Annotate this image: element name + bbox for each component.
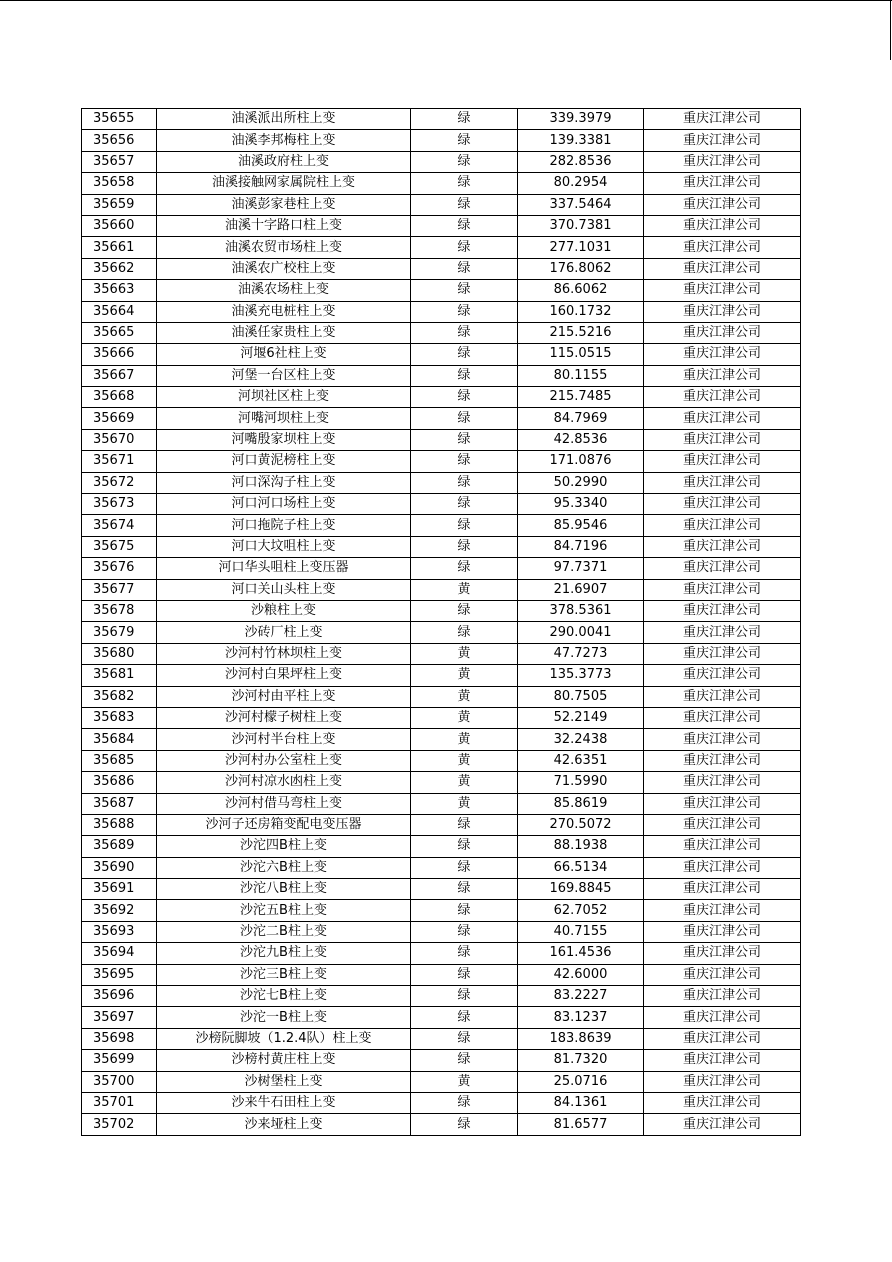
table-row [82, 515, 801, 536]
status-color-cell: 绿 [411, 857, 518, 878]
row-id-cell: 35691 [82, 879, 157, 900]
value-cell: 42.8536 [518, 429, 644, 450]
value-cell: 81.7320 [518, 1050, 644, 1071]
company-cell: 重庆江津公司 [644, 536, 801, 557]
company-cell: 重庆江津公司 [644, 494, 801, 515]
company-cell: 重庆江津公司 [644, 943, 801, 964]
transformer-name-cell: 沙榜村黄庄柱上变 [157, 1050, 411, 1071]
row-id-cell: 35660 [82, 215, 157, 236]
transformer-name-cell: 沙河子还房箱变配电变压器 [157, 814, 411, 835]
company-cell: 重庆江津公司 [644, 986, 801, 1007]
table-row [82, 622, 801, 643]
status-color-cell: 绿 [411, 280, 518, 301]
status-color-cell: 黄 [411, 707, 518, 728]
status-color-cell: 绿 [411, 322, 518, 343]
transformer-name-cell: 沙砖厂柱上变 [157, 622, 411, 643]
row-id-cell: 35686 [82, 772, 157, 793]
table-row [82, 665, 801, 686]
value-cell: 270.5072 [518, 814, 644, 835]
row-id-cell: 35679 [82, 622, 157, 643]
table-row [82, 1050, 801, 1071]
row-id-cell: 35684 [82, 729, 157, 750]
transformer-table [81, 108, 801, 1136]
transformer-name-cell: 油溪派出所柱上变 [157, 109, 411, 130]
value-cell: 88.1938 [518, 836, 644, 857]
table-row [82, 579, 801, 600]
company-cell: 重庆江津公司 [644, 600, 801, 621]
transformer-name-cell: 沙河村借马弯柱上变 [157, 793, 411, 814]
company-cell: 重庆江津公司 [644, 151, 801, 172]
company-cell: 重庆江津公司 [644, 836, 801, 857]
value-cell: 66.5134 [518, 857, 644, 878]
value-cell: 40.7155 [518, 921, 644, 942]
company-cell: 重庆江津公司 [644, 879, 801, 900]
status-color-cell: 绿 [411, 109, 518, 130]
row-id-cell: 35697 [82, 1007, 157, 1028]
company-cell: 重庆江津公司 [644, 237, 801, 258]
value-cell: 81.6577 [518, 1114, 644, 1135]
row-id-cell: 35662 [82, 258, 157, 279]
status-color-cell: 绿 [411, 558, 518, 579]
transformer-name-cell: 河嘴殷家坝柱上变 [157, 429, 411, 450]
status-color-cell: 绿 [411, 600, 518, 621]
table-row [82, 686, 801, 707]
status-color-cell: 黄 [411, 750, 518, 771]
value-cell: 290.0041 [518, 622, 644, 643]
status-color-cell: 绿 [411, 1050, 518, 1071]
table-row [82, 451, 801, 472]
table-row [82, 729, 801, 750]
status-color-cell: 绿 [411, 814, 518, 835]
status-color-cell: 黄 [411, 665, 518, 686]
value-cell: 378.5361 [518, 600, 644, 621]
row-id-cell: 35690 [82, 857, 157, 878]
value-cell: 370.7381 [518, 215, 644, 236]
company-cell: 重庆江津公司 [644, 814, 801, 835]
table-row [82, 986, 801, 1007]
value-cell: 84.7196 [518, 536, 644, 557]
table-row [82, 643, 801, 664]
row-id-cell: 35665 [82, 322, 157, 343]
status-color-cell: 绿 [411, 900, 518, 921]
transformer-name-cell: 河口拖院子柱上变 [157, 515, 411, 536]
transformer-name-cell: 沙河村檬子树柱上变 [157, 707, 411, 728]
value-cell: 25.0716 [518, 1071, 644, 1092]
transformer-name-cell: 河堰6社柱上变 [157, 344, 411, 365]
status-color-cell: 绿 [411, 986, 518, 1007]
table-row [82, 750, 801, 771]
row-id-cell: 35661 [82, 237, 157, 258]
row-id-cell: 35658 [82, 173, 157, 194]
company-cell: 重庆江津公司 [644, 130, 801, 151]
value-cell: 83.1237 [518, 1007, 644, 1028]
value-cell: 62.7052 [518, 900, 644, 921]
value-cell: 277.1031 [518, 237, 644, 258]
company-cell: 重庆江津公司 [644, 750, 801, 771]
table-row [82, 900, 801, 921]
table-row [82, 387, 801, 408]
status-color-cell: 黄 [411, 793, 518, 814]
table-row [82, 429, 801, 450]
company-cell: 重庆江津公司 [644, 451, 801, 472]
value-cell: 337.5464 [518, 194, 644, 215]
row-id-cell: 35671 [82, 451, 157, 472]
transformer-name-cell: 沙沱一B柱上变 [157, 1007, 411, 1028]
company-cell: 重庆江津公司 [644, 1007, 801, 1028]
company-cell: 重庆江津公司 [644, 558, 801, 579]
status-color-cell: 绿 [411, 1092, 518, 1113]
row-id-cell: 35683 [82, 707, 157, 728]
company-cell: 重庆江津公司 [644, 686, 801, 707]
value-cell: 161.4536 [518, 943, 644, 964]
table-row [82, 130, 801, 151]
status-color-cell: 绿 [411, 964, 518, 985]
table-row [82, 258, 801, 279]
status-color-cell: 绿 [411, 1114, 518, 1135]
company-cell: 重庆江津公司 [644, 515, 801, 536]
table-row [82, 215, 801, 236]
company-cell: 重庆江津公司 [644, 921, 801, 942]
transformer-name-cell: 沙河村办公室柱上变 [157, 750, 411, 771]
value-cell: 215.7485 [518, 387, 644, 408]
status-color-cell: 绿 [411, 237, 518, 258]
row-id-cell: 35669 [82, 408, 157, 429]
row-id-cell: 35675 [82, 536, 157, 557]
row-id-cell: 35701 [82, 1092, 157, 1113]
transformer-table-body [82, 109, 801, 1136]
value-cell: 47.7273 [518, 643, 644, 664]
value-cell: 183.8639 [518, 1028, 644, 1049]
row-id-cell: 35687 [82, 793, 157, 814]
status-color-cell: 绿 [411, 130, 518, 151]
transformer-name-cell: 沙沱九B柱上变 [157, 943, 411, 964]
company-cell: 重庆江津公司 [644, 173, 801, 194]
value-cell: 339.3979 [518, 109, 644, 130]
value-cell: 171.0876 [518, 451, 644, 472]
table-row [82, 921, 801, 942]
status-color-cell: 黄 [411, 686, 518, 707]
status-color-cell: 黄 [411, 643, 518, 664]
table-row [82, 857, 801, 878]
company-cell: 重庆江津公司 [644, 1050, 801, 1071]
status-color-cell: 绿 [411, 429, 518, 450]
company-cell: 重庆江津公司 [644, 322, 801, 343]
row-id-cell: 35674 [82, 515, 157, 536]
row-id-cell: 35693 [82, 921, 157, 942]
value-cell: 97.7371 [518, 558, 644, 579]
row-id-cell: 35676 [82, 558, 157, 579]
company-cell: 重庆江津公司 [644, 301, 801, 322]
table-row [82, 558, 801, 579]
company-cell: 重庆江津公司 [644, 109, 801, 130]
table-row [82, 879, 801, 900]
company-cell: 重庆江津公司 [644, 365, 801, 386]
table-row [82, 943, 801, 964]
company-cell: 重庆江津公司 [644, 579, 801, 600]
company-cell: 重庆江津公司 [644, 707, 801, 728]
transformer-name-cell: 油溪任家贵柱上变 [157, 322, 411, 343]
company-cell: 重庆江津公司 [644, 387, 801, 408]
company-cell: 重庆江津公司 [644, 729, 801, 750]
table-row [82, 814, 801, 835]
transformer-name-cell: 河堡一台区柱上变 [157, 365, 411, 386]
transformer-name-cell: 沙粮柱上变 [157, 600, 411, 621]
transformer-name-cell: 沙来垭柱上变 [157, 1114, 411, 1135]
status-color-cell: 绿 [411, 494, 518, 515]
table-row [82, 322, 801, 343]
company-cell: 重庆江津公司 [644, 258, 801, 279]
row-id-cell: 35698 [82, 1028, 157, 1049]
row-id-cell: 35702 [82, 1114, 157, 1135]
value-cell: 50.2990 [518, 472, 644, 493]
status-color-cell: 绿 [411, 622, 518, 643]
transformer-name-cell: 油溪政府柱上变 [157, 151, 411, 172]
status-color-cell: 绿 [411, 515, 518, 536]
transformer-name-cell: 沙河村半台柱上变 [157, 729, 411, 750]
company-cell: 重庆江津公司 [644, 1114, 801, 1135]
transformer-name-cell: 河口深沟子柱上变 [157, 472, 411, 493]
status-color-cell: 绿 [411, 536, 518, 557]
table-row [82, 707, 801, 728]
transformer-name-cell: 油溪充电桩柱上变 [157, 301, 411, 322]
transformer-name-cell: 油溪农场柱上变 [157, 280, 411, 301]
status-color-cell: 绿 [411, 387, 518, 408]
company-cell: 重庆江津公司 [644, 964, 801, 985]
transformer-name-cell: 油溪李邦梅柱上变 [157, 130, 411, 151]
status-color-cell: 绿 [411, 194, 518, 215]
transformer-name-cell: 油溪农广校柱上变 [157, 258, 411, 279]
value-cell: 282.8536 [518, 151, 644, 172]
value-cell: 95.3340 [518, 494, 644, 515]
transformer-name-cell: 沙沱八B柱上变 [157, 879, 411, 900]
transformer-name-cell: 沙沱七B柱上变 [157, 986, 411, 1007]
value-cell: 52.2149 [518, 707, 644, 728]
status-color-cell: 绿 [411, 943, 518, 964]
table-row [82, 109, 801, 130]
value-cell: 176.8062 [518, 258, 644, 279]
status-color-cell: 绿 [411, 365, 518, 386]
company-cell: 重庆江津公司 [644, 429, 801, 450]
value-cell: 80.7505 [518, 686, 644, 707]
company-cell: 重庆江津公司 [644, 344, 801, 365]
value-cell: 135.3773 [518, 665, 644, 686]
row-id-cell: 35668 [82, 387, 157, 408]
row-id-cell: 35695 [82, 964, 157, 985]
transformer-name-cell: 河口华头咀柱上变压器 [157, 558, 411, 579]
table-row [82, 964, 801, 985]
status-color-cell: 绿 [411, 173, 518, 194]
value-cell: 21.6907 [518, 579, 644, 600]
transformer-name-cell: 沙沱三B柱上变 [157, 964, 411, 985]
row-id-cell: 35667 [82, 365, 157, 386]
table-row [82, 536, 801, 557]
table-row [82, 408, 801, 429]
value-cell: 80.2954 [518, 173, 644, 194]
value-cell: 83.2227 [518, 986, 644, 1007]
value-cell: 115.0515 [518, 344, 644, 365]
row-id-cell: 35699 [82, 1050, 157, 1071]
company-cell: 重庆江津公司 [644, 1028, 801, 1049]
row-id-cell: 35672 [82, 472, 157, 493]
status-color-cell: 绿 [411, 258, 518, 279]
table-row [82, 280, 801, 301]
transformer-name-cell: 沙沱二B柱上变 [157, 921, 411, 942]
company-cell: 重庆江津公司 [644, 280, 801, 301]
transformer-name-cell: 油溪十字路口柱上变 [157, 215, 411, 236]
value-cell: 160.1732 [518, 301, 644, 322]
transformer-name-cell: 沙河村白果坪柱上变 [157, 665, 411, 686]
status-color-cell: 绿 [411, 472, 518, 493]
transformer-name-cell: 沙沱四B柱上变 [157, 836, 411, 857]
status-color-cell: 黄 [411, 729, 518, 750]
company-cell: 重庆江津公司 [644, 1071, 801, 1092]
row-id-cell: 35689 [82, 836, 157, 857]
row-id-cell: 35657 [82, 151, 157, 172]
status-color-cell: 绿 [411, 301, 518, 322]
row-id-cell: 35696 [82, 986, 157, 1007]
transformer-name-cell: 沙榜阮脚坡（1.2.4队）柱上变 [157, 1028, 411, 1049]
table-row [82, 1007, 801, 1028]
transformer-name-cell: 沙沱五B柱上变 [157, 900, 411, 921]
company-cell: 重庆江津公司 [644, 857, 801, 878]
status-color-cell: 绿 [411, 921, 518, 942]
table-row [82, 173, 801, 194]
page-right-border [890, 0, 891, 60]
transformer-name-cell: 河口黄泥榜柱上变 [157, 451, 411, 472]
company-cell: 重庆江津公司 [644, 900, 801, 921]
row-id-cell: 35700 [82, 1071, 157, 1092]
value-cell: 139.3381 [518, 130, 644, 151]
company-cell: 重庆江津公司 [644, 665, 801, 686]
row-id-cell: 35678 [82, 600, 157, 621]
transformer-name-cell: 沙树堡柱上变 [157, 1071, 411, 1092]
status-color-cell: 绿 [411, 151, 518, 172]
table-row [82, 344, 801, 365]
table-row [82, 365, 801, 386]
table-row [82, 772, 801, 793]
company-cell: 重庆江津公司 [644, 1092, 801, 1113]
value-cell: 85.9546 [518, 515, 644, 536]
transformer-name-cell: 河口关山头柱上变 [157, 579, 411, 600]
transformer-name-cell: 沙河村竹林坝柱上变 [157, 643, 411, 664]
table-row [82, 472, 801, 493]
row-id-cell: 35664 [82, 301, 157, 322]
value-cell: 42.6351 [518, 750, 644, 771]
value-cell: 84.7969 [518, 408, 644, 429]
value-cell: 42.6000 [518, 964, 644, 985]
value-cell: 32.2438 [518, 729, 644, 750]
table-row [82, 237, 801, 258]
table-row [82, 151, 801, 172]
transformer-name-cell: 沙河村凉水凼柱上变 [157, 772, 411, 793]
value-cell: 80.1155 [518, 365, 644, 386]
value-cell: 86.6062 [518, 280, 644, 301]
status-color-cell: 绿 [411, 836, 518, 857]
value-cell: 215.5216 [518, 322, 644, 343]
value-cell: 169.8845 [518, 879, 644, 900]
value-cell: 84.1361 [518, 1092, 644, 1113]
company-cell: 重庆江津公司 [644, 793, 801, 814]
transformer-name-cell: 河坝社区柱上变 [157, 387, 411, 408]
row-id-cell: 35688 [82, 814, 157, 835]
table-row [82, 836, 801, 857]
row-id-cell: 35673 [82, 494, 157, 515]
row-id-cell: 35670 [82, 429, 157, 450]
table-row [82, 494, 801, 515]
company-cell: 重庆江津公司 [644, 472, 801, 493]
row-id-cell: 35694 [82, 943, 157, 964]
company-cell: 重庆江津公司 [644, 622, 801, 643]
company-cell: 重庆江津公司 [644, 643, 801, 664]
transformer-name-cell: 河口大坟咀柱上变 [157, 536, 411, 557]
table-row [82, 1028, 801, 1049]
status-color-cell: 绿 [411, 215, 518, 236]
row-id-cell: 35685 [82, 750, 157, 771]
company-cell: 重庆江津公司 [644, 408, 801, 429]
row-id-cell: 35680 [82, 643, 157, 664]
transformer-name-cell: 沙来牛石田柱上变 [157, 1092, 411, 1113]
company-cell: 重庆江津公司 [644, 194, 801, 215]
status-color-cell: 黄 [411, 579, 518, 600]
page-top-border [0, 0, 892, 1]
status-color-cell: 绿 [411, 1007, 518, 1028]
status-color-cell: 绿 [411, 408, 518, 429]
status-color-cell: 绿 [411, 879, 518, 900]
transformer-name-cell: 河嘴河坝柱上变 [157, 408, 411, 429]
transformer-name-cell: 油溪彭家巷柱上变 [157, 194, 411, 215]
row-id-cell: 35663 [82, 280, 157, 301]
table-row [82, 301, 801, 322]
row-id-cell: 35681 [82, 665, 157, 686]
table-row [82, 600, 801, 621]
value-cell: 71.5990 [518, 772, 644, 793]
company-cell: 重庆江津公司 [644, 772, 801, 793]
row-id-cell: 35656 [82, 130, 157, 151]
table-row [82, 1114, 801, 1135]
row-id-cell: 35666 [82, 344, 157, 365]
status-color-cell: 黄 [411, 772, 518, 793]
row-id-cell: 35677 [82, 579, 157, 600]
status-color-cell: 黄 [411, 1071, 518, 1092]
row-id-cell: 35659 [82, 194, 157, 215]
transformer-name-cell: 河口河口场柱上变 [157, 494, 411, 515]
value-cell: 85.8619 [518, 793, 644, 814]
table-row [82, 793, 801, 814]
transformer-name-cell: 油溪接触网家属院柱上变 [157, 173, 411, 194]
row-id-cell: 35655 [82, 109, 157, 130]
status-color-cell: 绿 [411, 344, 518, 365]
status-color-cell: 绿 [411, 1028, 518, 1049]
row-id-cell: 35692 [82, 900, 157, 921]
status-color-cell: 绿 [411, 451, 518, 472]
company-cell: 重庆江津公司 [644, 215, 801, 236]
table-row [82, 1092, 801, 1113]
row-id-cell: 35682 [82, 686, 157, 707]
transformer-name-cell: 油溪农贸市场柱上变 [157, 237, 411, 258]
transformer-name-cell: 沙沱六B柱上变 [157, 857, 411, 878]
table-row [82, 1071, 801, 1092]
table-row [82, 194, 801, 215]
transformer-name-cell: 沙河村由平柱上变 [157, 686, 411, 707]
